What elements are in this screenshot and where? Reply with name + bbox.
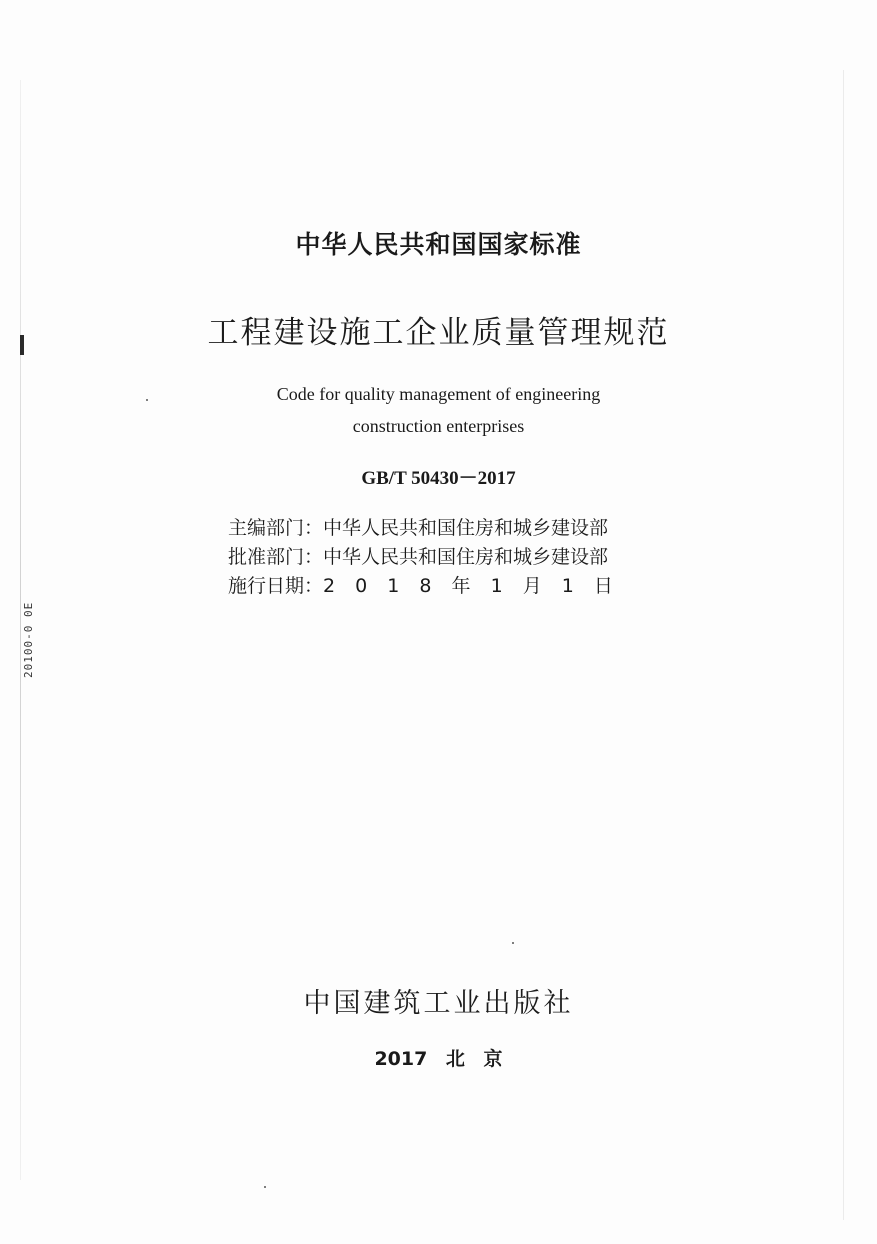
effective-date-label: 施行日期： xyxy=(228,575,324,597)
chief-editor-label: 主编部门： xyxy=(228,517,324,539)
chief-editor-value: 中华人民共和国住房和城乡建设部 xyxy=(323,517,609,539)
side-stamp: 20100-0 0E xyxy=(22,601,35,678)
title-english xyxy=(0,378,877,442)
approver-label: 批准部门： xyxy=(228,546,324,568)
title-english-line-2: construction enterprises xyxy=(352,416,525,436)
publication-place-year: 2017 北 京 xyxy=(374,1048,503,1070)
publisher: 中国建筑工业出版社 xyxy=(303,988,574,1019)
approver-value: 中华人民共和国住房和城乡建设部 xyxy=(323,546,609,568)
standard-type: 中华人民共和国国家标准 xyxy=(295,230,582,259)
effective-date-value: 2 0 1 8 年 1 月 1 日 xyxy=(323,575,620,597)
info-row-effective-date xyxy=(228,572,620,601)
info-row-chief-editor xyxy=(228,514,620,543)
standard-code: GB/T 50430－2017 xyxy=(361,468,516,489)
scan-speck xyxy=(512,942,514,944)
scan-speck xyxy=(264,1186,266,1188)
title-english-line-1: Code for quality management of engineering xyxy=(276,384,601,404)
info-block xyxy=(228,514,620,601)
title-chinese: 工程建设施工企业质量管理规范 xyxy=(207,315,670,351)
info-row-approver xyxy=(228,543,620,572)
